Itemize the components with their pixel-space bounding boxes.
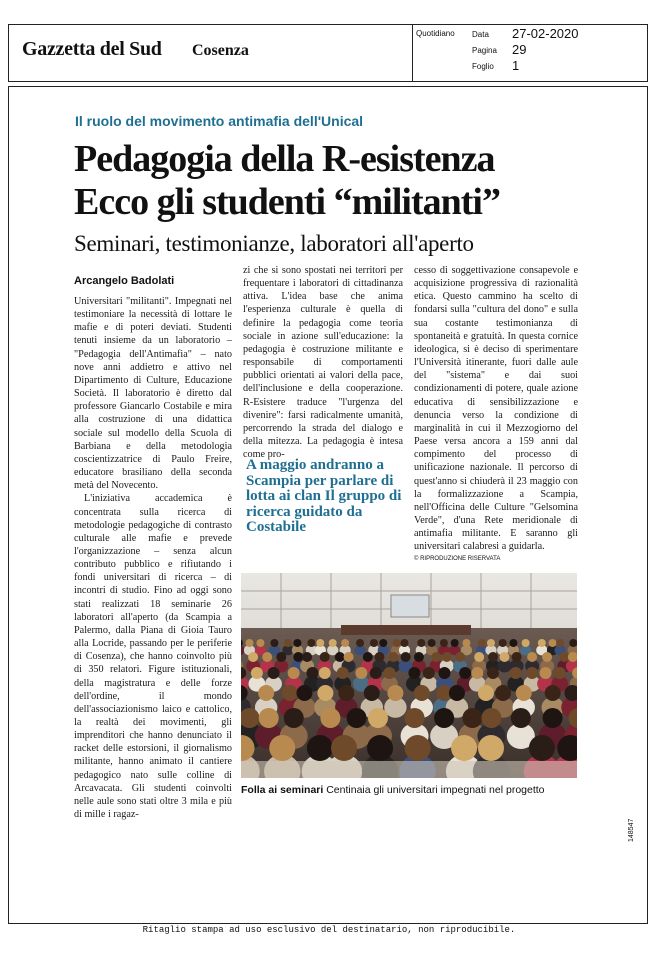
caption-text: Centinaia gli universitari impegnati nel progetto bbox=[326, 784, 545, 796]
paragraph: zi che si sono spostati nei territori per frequentare i laboratori di cittadinanza attiva. L'idea base che anima l'esperienza culturale è quella di definire la pedagogia come teoria sociale in azione sull'educazione: la pedagogia è costruzione militante e responsabile di comportamenti pubblici orientati ai valori della pace, dell'inclusione e della cooperazione. R-Esistere traduce "l'urgenza del divenire": farsi radicalmente umanità, percorrendo la strada del dialogo e della mitezza. La pedagogia è intesa come pro- bbox=[243, 265, 403, 461]
article-subtitle: Seminari, testimonianze, laboratori all'aperto bbox=[74, 231, 474, 256]
sheet-value: 1 bbox=[512, 58, 520, 73]
newspaper-logo: Gazzetta del Sud bbox=[22, 38, 162, 60]
paragraph: L'iniziativa accademica è concentrata sulla ricerca di metodologie pedagogiche di contrasto culturale alle mafie e prevede l'organizzazione – senza alcun contributo pubblico e rifiutando i fondi universitari di ricerca – di incontri di studio. Fino ad oggi sono stati realizzati 18 seminarie 26 laboratori all'aperto (da Scampia a Palermo, dalla Piana di Gioia Tauro alla Locride, passando per le periferie di Cosenza), che hanno coinvolto più di 350 relatori. Figure istituzionali, della magistratura e delle forze dell'ordine, il mondo dell'associazionismo laico e cattolico, la realtà dei movimenti, gli imprenditori che hanno denunciato il racket delle estorsioni, il giornalismo militante, hanno animato il cantiere pedagogico nato sulle colline di Arcavacata. Gli studenti coinvolti nelle aule sono stati oltre 3 mila e più di mille i ragaz- bbox=[74, 493, 232, 821]
copyright-note: © RIPRODUZIONE RISERVATA bbox=[414, 556, 501, 562]
header-divider bbox=[412, 24, 413, 82]
caption-bold: Folla ai seminari bbox=[241, 784, 324, 796]
pull-quote: A maggio andranno a Scampia per parlare di lotta ai clan Il gruppo di ricerca guidato da Costabile bbox=[246, 457, 402, 535]
date-label: Data bbox=[472, 30, 489, 39]
seminar-photo bbox=[241, 573, 577, 778]
edition-label: Cosenza bbox=[192, 42, 249, 59]
footer-notice: Ritaglio stampa ad uso esclusivo del destinatario, non riproducibile. bbox=[142, 925, 516, 935]
page-value: 29 bbox=[512, 42, 527, 57]
publication-type: Quotidiano bbox=[416, 29, 455, 38]
article-title-line2: Ecco gli studenti “militanti” bbox=[74, 181, 500, 223]
article-byline: Arcangelo Badolati bbox=[74, 275, 175, 287]
article-kicker: Il ruolo del movimento antimafia dell'Unical bbox=[75, 113, 364, 129]
paragraph: Universitari "militanti". Impegnati nel testimoniare la necessità di lottare le mafie e di poteri deviati. Studenti tenuti insieme da un laboratorio – "Pedagogia dell'Antimafia" – nato nove anni addietro e attivo nel Dipartimento di Culture, Educazione Società. Il laboratorio è diretto dal professore Giancarlo Costabile e mira alla costruzione di una didattica sociale sul modello della Scuola di Barbiana e della metodologia coscientizzatrice di Paulo Freire, educatore brasiliano della seconda metà del Novecento. bbox=[74, 296, 232, 492]
clipping-id: 148547 bbox=[628, 818, 635, 842]
article-column-1 bbox=[74, 295, 232, 821]
sheet-label: Foglio bbox=[472, 62, 494, 71]
article-title-line1: Pedagogia della R-esistenza bbox=[74, 138, 495, 180]
page-label: Pagina bbox=[472, 46, 497, 55]
photo-caption bbox=[241, 784, 545, 796]
date-value: 27-02-2020 bbox=[512, 26, 579, 41]
paragraph: cesso di soggettivazione consapevole e acquisizione progressiva di razionalità etica. Questo cammino ha scelto di fondarsi sulla "cultura del dono" e sulla sua costante testimonianza di spontaneità e gratuità. In questa cornice ideologica, si è deciso di sperimentare l'Università itinerante, fuori dalle aule del "sistema" e dai suoi condizionamenti di potere, quale azione educativa di sensibilizzazione e denuncia verso la condizione di marginalità in cui il Mezzogiorno del Paese versa ancora a 159 anni dal compimento del processo di unificazione nazionale. Il percorso di quest'anno si chiuderà il 23 maggio con la formalizzazione a Scampia, nell'Officina delle Culture "Gelsomina Verde", d'una Rete meridionale di antimafia militante. E saranno gli universitari calabresi a guidarla. bbox=[414, 265, 578, 553]
article-column-3 bbox=[414, 264, 578, 553]
article-column-2 bbox=[243, 264, 403, 461]
